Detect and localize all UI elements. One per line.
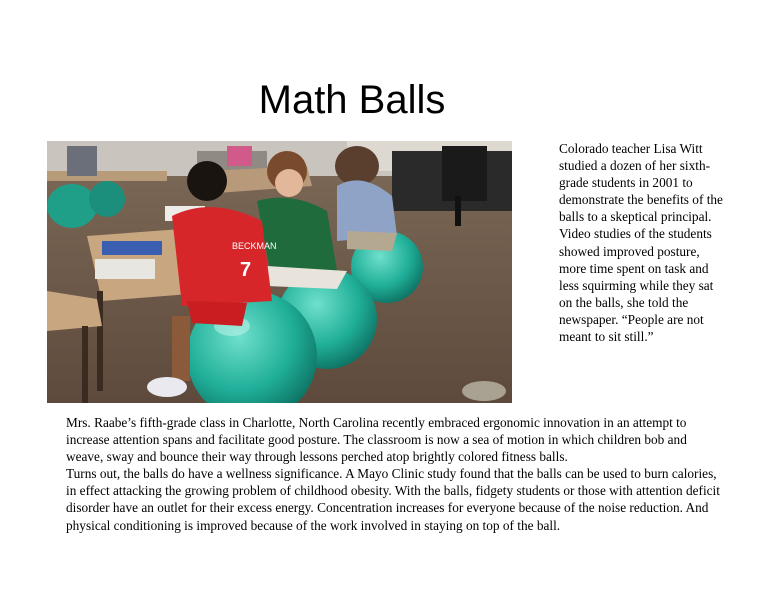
jersey-name: BECKMAN [232, 241, 277, 251]
classroom-photo [47, 141, 512, 403]
jersey-number: 7 [240, 259, 252, 281]
sidebar-text: Colorado teacher Lisa Witt studied a dozen of her sixth-grade students in 2001 to demonstrate the benefits of the balls to a skeptical principal. Video studies of the students showed improved posture, more time spent on task and less squirming while they sat on the balls, she told the newspaper. “People are not meant to sit still.” [559, 141, 723, 345]
paragraph-2: Turns out, the balls do have a wellness significance. A Mayo Clinic study found that the balls can be used to burn calories, in effect attacking the growing problem of childhood obesity. With the balls, fidgety students or those with attention deficit disorder have an outlet for their excess energy. Concentration increases for everyone because of the noise reduction. And physical conditioning is improved because of the work involved in staying on top of the ball. [66, 466, 720, 533]
paragraph-1: Mrs. Raabe’s fifth-grade class in Charlotte, North Carolina recently embraced ergonomic innovation in an attempt to increase attention spans and facilitate good posture. The classroom is now a sea of motion in which children bob and weave, sway and bounce their way through lessons perched atop brightly colored fitness balls. [66, 415, 687, 465]
body-text [66, 414, 726, 534]
slide-title: Math Balls [258, 78, 446, 122]
